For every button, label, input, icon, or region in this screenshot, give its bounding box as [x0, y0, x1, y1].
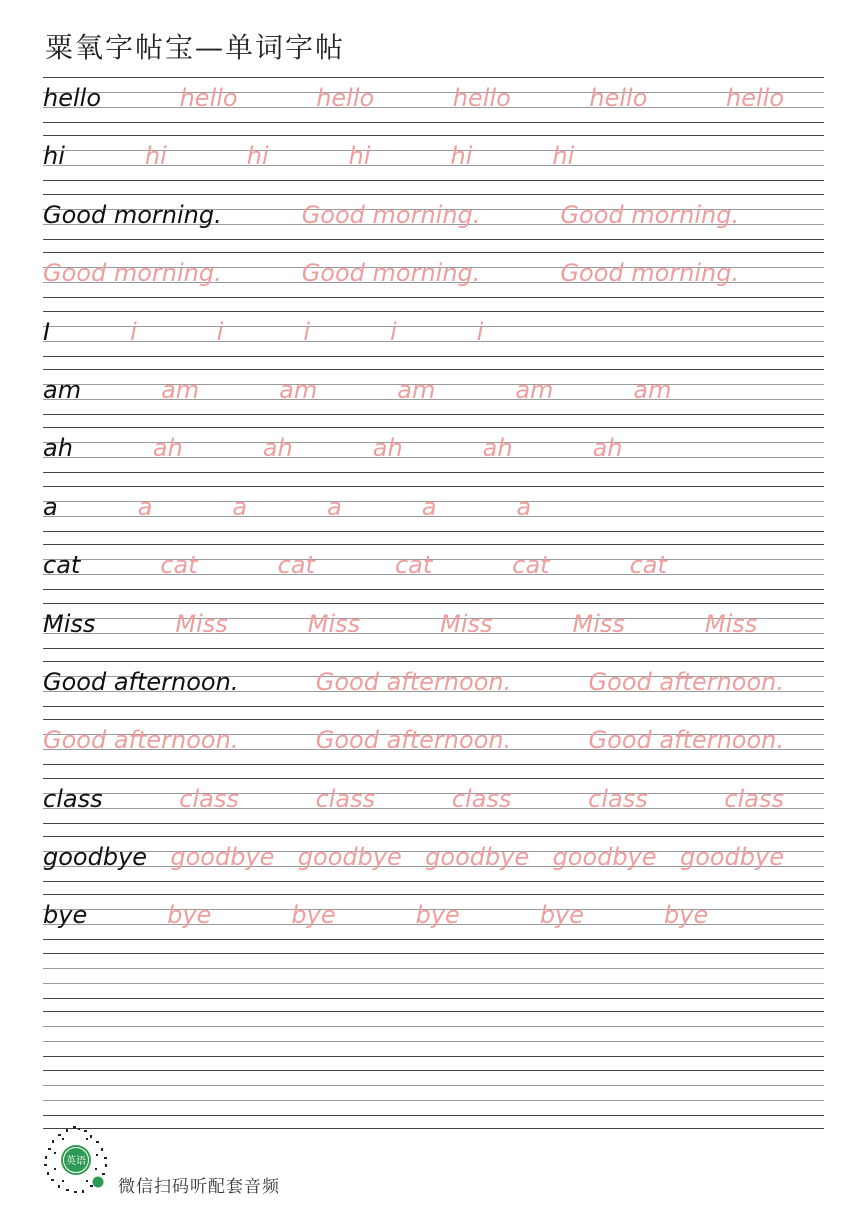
- trace-word: am: [279, 375, 318, 404]
- trace-word: Good afternoon.: [43, 726, 239, 755]
- row-words: [43, 668, 824, 708]
- trace-word: ah: [482, 434, 513, 463]
- trace-word: class: [451, 784, 512, 813]
- trace-word: i: [130, 317, 137, 346]
- trace-word: ah: [592, 434, 623, 463]
- practice-row: [43, 194, 824, 252]
- guide-line: [43, 252, 824, 253]
- page-title: 粟氧字帖宝—单词字帖: [45, 31, 346, 64]
- guide-line: [43, 311, 824, 312]
- row-words: [43, 785, 824, 825]
- row-words: [43, 901, 824, 941]
- practice-row: [43, 135, 824, 193]
- model-word: Miss: [43, 609, 96, 638]
- row-words: [43, 434, 824, 474]
- trace-word: Good morning.: [301, 200, 481, 229]
- trace-word: Good morning.: [43, 259, 222, 288]
- practice-row: [43, 894, 824, 952]
- model-word: cat: [43, 551, 81, 580]
- practice-sheet: [43, 77, 824, 1130]
- row-words: [43, 551, 824, 591]
- guide-line: [43, 1011, 824, 1012]
- trace-word: bye: [539, 901, 585, 930]
- trace-word: hi: [552, 142, 575, 171]
- trace-word: Miss: [307, 609, 361, 638]
- model-word: Good morning.: [43, 200, 222, 229]
- row-words: [43, 960, 824, 1000]
- row-words: [43, 376, 824, 416]
- trace-word: a: [516, 492, 532, 521]
- practice-row: [43, 778, 824, 836]
- trace-word: hi: [144, 142, 167, 171]
- guide-line: [43, 894, 824, 895]
- trace-word: cat: [160, 551, 198, 580]
- guide-line: [43, 778, 824, 779]
- trace-word: i: [216, 317, 224, 346]
- model-word: hi: [43, 142, 65, 171]
- trace-word: goodbye: [425, 843, 530, 872]
- qr-code-icon[interactable]: [40, 1124, 112, 1196]
- trace-word: cat: [629, 551, 667, 580]
- trace-word: hello: [589, 84, 648, 112]
- model-word: I: [43, 317, 51, 346]
- trace-word: Miss: [440, 609, 493, 638]
- trace-word: Good morning.: [560, 259, 740, 288]
- trace-word: Miss: [572, 609, 625, 638]
- model-word: am: [43, 375, 82, 404]
- practice-row: [43, 836, 824, 894]
- row-words: [43, 259, 824, 299]
- guide-line: [43, 1070, 824, 1071]
- trace-word: bye: [664, 901, 709, 930]
- practice-row: [43, 544, 824, 602]
- trace-word: class: [724, 784, 784, 813]
- trace-word: cat: [394, 551, 433, 580]
- trace-word: bye: [291, 901, 336, 930]
- trace-word: hi: [348, 142, 371, 171]
- trace-word: Good morning.: [301, 259, 481, 288]
- trace-word: hello: [726, 84, 784, 112]
- row-words: [43, 493, 824, 533]
- trace-word: i: [390, 317, 397, 346]
- trace-word: Miss: [704, 609, 758, 638]
- guide-line: [43, 544, 824, 545]
- trace-word: a: [232, 492, 248, 521]
- row-words: [43, 84, 824, 124]
- guide-line: [43, 427, 824, 428]
- guide-line: [43, 661, 824, 662]
- row-words: [43, 318, 824, 358]
- model-word: a: [43, 492, 58, 521]
- practice-row: [43, 603, 824, 661]
- trace-word: Good morning.: [560, 200, 740, 229]
- trace-word: am: [397, 375, 436, 404]
- practice-row: [43, 719, 824, 777]
- model-word: Good afternoon.: [43, 667, 239, 696]
- trace-word: class: [315, 784, 376, 813]
- guide-line: [43, 719, 824, 720]
- trace-word: hello: [452, 84, 511, 112]
- practice-row: [43, 1011, 824, 1069]
- row-words: [43, 726, 824, 766]
- practice-row: [43, 77, 824, 135]
- trace-word: bye: [167, 901, 212, 930]
- trace-word: goodbye: [679, 843, 784, 872]
- practice-row: [43, 311, 824, 369]
- guide-line: [43, 953, 824, 954]
- trace-word: class: [588, 784, 648, 813]
- trace-word: am: [633, 375, 672, 404]
- trace-word: am: [515, 375, 554, 404]
- model-word: bye: [43, 901, 88, 930]
- practice-row: [43, 427, 824, 485]
- trace-word: Good afternoon.: [315, 667, 512, 696]
- trace-word: cat: [512, 551, 550, 580]
- model-word: goodbye: [43, 843, 148, 872]
- trace-word: Good afternoon.: [588, 667, 784, 696]
- practice-row: [43, 953, 824, 1011]
- trace-word: a: [327, 492, 342, 521]
- practice-row: [43, 1070, 824, 1128]
- trace-word: i: [303, 317, 311, 346]
- trace-word: ah: [372, 434, 403, 463]
- trace-word: goodbye: [552, 843, 657, 872]
- audio-caption: 微信扫码听配套音频: [118, 1177, 280, 1197]
- model-word: class: [43, 784, 103, 813]
- trace-word: hi: [450, 142, 473, 171]
- model-word: ah: [43, 434, 73, 463]
- row-words: [43, 201, 824, 241]
- trace-word: a: [421, 492, 437, 521]
- trace-word: am: [161, 375, 200, 404]
- model-word: hello: [43, 84, 101, 112]
- trace-word: Good afternoon.: [588, 726, 784, 755]
- practice-row: [43, 252, 824, 310]
- row-words: [43, 1077, 824, 1117]
- practice-row: [43, 486, 824, 544]
- trace-word: hi: [246, 142, 269, 171]
- trace-word: hello: [179, 84, 238, 112]
- guide-line: [43, 836, 824, 837]
- guide-line: [43, 369, 824, 370]
- guide-line: [43, 135, 824, 136]
- trace-word: bye: [415, 901, 460, 930]
- practice-row: [43, 661, 824, 719]
- trace-word: hello: [316, 84, 375, 112]
- trace-word: goodbye: [170, 843, 275, 872]
- row-words: [43, 843, 824, 883]
- row-words: [43, 142, 824, 182]
- trace-word: ah: [262, 434, 293, 463]
- qr-badge-text: 英语: [66, 1156, 86, 1167]
- guide-line: [43, 486, 824, 487]
- guide-line: [43, 77, 824, 78]
- guide-line: [43, 603, 824, 604]
- trace-word: Good afternoon.: [315, 726, 512, 755]
- trace-word: class: [179, 784, 239, 813]
- trace-word: cat: [277, 551, 315, 580]
- row-words: [43, 1018, 824, 1058]
- trace-word: a: [137, 492, 153, 521]
- row-words: [43, 610, 824, 650]
- practice-row: [43, 369, 824, 427]
- trace-word: i: [476, 317, 484, 346]
- guide-line: [43, 194, 824, 195]
- trace-word: goodbye: [297, 843, 402, 872]
- trace-word: Miss: [175, 609, 228, 638]
- trace-word: ah: [152, 434, 183, 463]
- footer: [40, 1124, 340, 1204]
